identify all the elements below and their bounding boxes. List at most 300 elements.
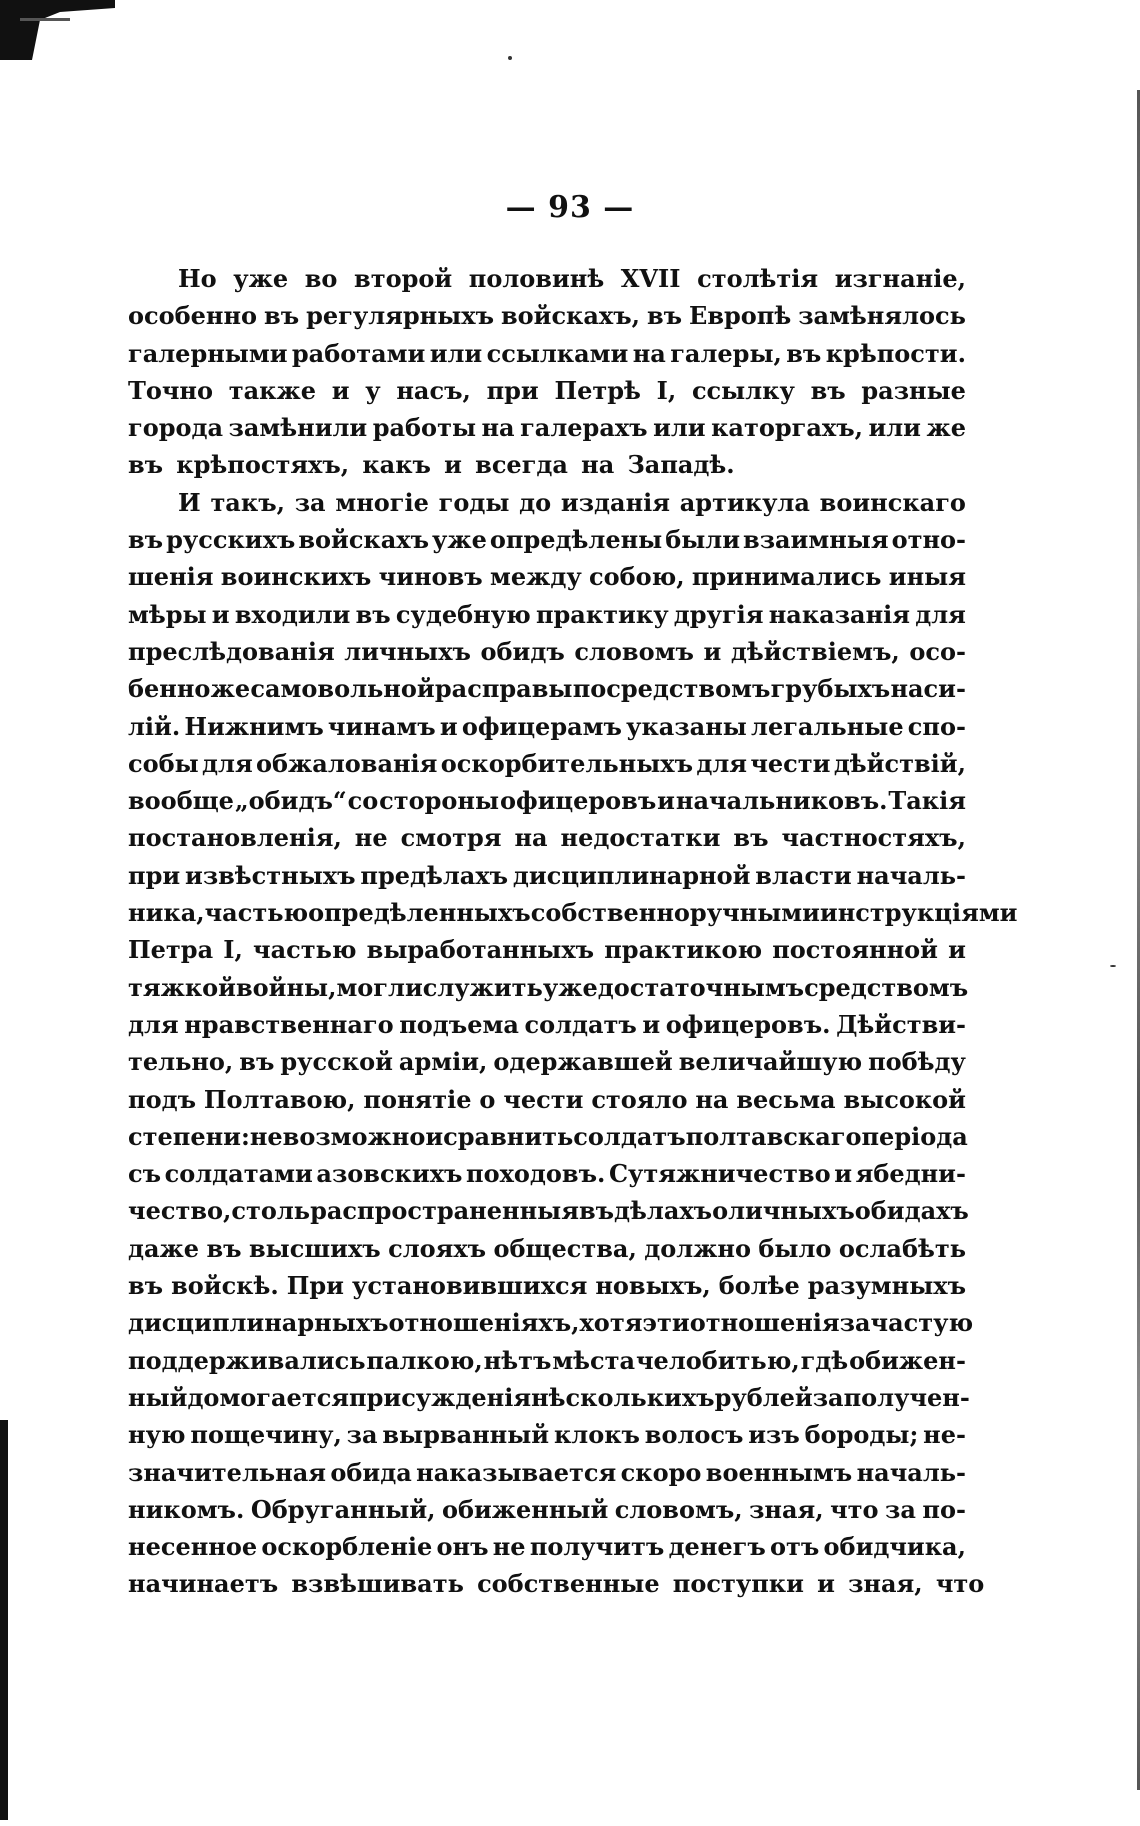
word: высокой bbox=[843, 1084, 966, 1114]
word: смотря bbox=[400, 823, 502, 853]
word: вырванный bbox=[382, 1420, 550, 1450]
word: личныхъ bbox=[728, 1196, 855, 1226]
word: солдатъ bbox=[573, 1121, 686, 1151]
word: чести bbox=[750, 748, 831, 778]
word: домогается bbox=[187, 1382, 350, 1412]
word: тельно, bbox=[128, 1047, 234, 1077]
word: И bbox=[178, 487, 201, 517]
word: при bbox=[128, 860, 181, 890]
word: палкою, bbox=[366, 1345, 483, 1375]
word: на bbox=[695, 1084, 729, 1114]
word: ника, bbox=[128, 898, 205, 928]
word: практикою bbox=[604, 935, 763, 965]
word: и bbox=[211, 599, 230, 629]
word: въ bbox=[128, 450, 164, 480]
word: за bbox=[812, 1382, 844, 1412]
word: собы bbox=[128, 748, 199, 778]
word: уже bbox=[542, 972, 598, 1002]
word: рублей bbox=[714, 1382, 813, 1412]
word: частностяхъ, bbox=[781, 823, 966, 853]
word: походовъ. bbox=[466, 1159, 606, 1189]
word: или bbox=[429, 338, 483, 368]
word: понятіе bbox=[363, 1084, 472, 1114]
word: начальниковъ. bbox=[675, 786, 888, 816]
word: обидчика, bbox=[823, 1532, 966, 1562]
word: полтавскаго bbox=[685, 1121, 862, 1151]
body-text bbox=[128, 260, 1018, 1603]
scan-corner-artifact bbox=[0, 0, 115, 60]
word: Но bbox=[178, 264, 217, 293]
word: нравственнаго bbox=[184, 1009, 394, 1039]
text-line bbox=[128, 1528, 966, 1565]
word: солдатами bbox=[164, 1159, 313, 1189]
text-line bbox=[128, 969, 969, 1006]
word: войскахъ bbox=[298, 525, 430, 555]
word: и bbox=[657, 786, 675, 816]
word: словомъ, bbox=[614, 1494, 743, 1524]
word: общества, bbox=[493, 1233, 637, 1263]
word: чинамъ bbox=[327, 711, 436, 741]
word: Западѣ. bbox=[627, 450, 735, 480]
word: столь bbox=[231, 1196, 311, 1226]
text-line bbox=[128, 931, 966, 968]
word: постоянной bbox=[772, 935, 938, 965]
word: такъ, bbox=[210, 487, 285, 517]
word: наси- bbox=[890, 674, 966, 704]
word: разумныхъ bbox=[807, 1271, 966, 1301]
word: клокъ bbox=[553, 1420, 640, 1450]
word: уже bbox=[432, 525, 487, 555]
text-line bbox=[128, 1267, 966, 1304]
word: распространенныя bbox=[310, 1196, 579, 1226]
word: чиновъ bbox=[378, 562, 483, 592]
word: воинскаго bbox=[819, 487, 966, 517]
word: Обруганный, bbox=[250, 1494, 436, 1524]
word: арміи, bbox=[398, 1047, 488, 1077]
text-line bbox=[128, 1379, 970, 1416]
word: Полтавою, bbox=[203, 1084, 356, 1114]
word: наказывается bbox=[416, 1457, 617, 1487]
text-line bbox=[128, 372, 966, 409]
word: военнымъ bbox=[705, 1457, 853, 1487]
word: изданія bbox=[560, 487, 670, 517]
word: величайшую bbox=[678, 1047, 863, 1077]
word: многіе bbox=[335, 487, 429, 517]
word: эти bbox=[642, 1308, 690, 1338]
word: грубыхъ bbox=[770, 674, 891, 704]
word: ссылками bbox=[486, 338, 629, 368]
word: самовольной bbox=[250, 674, 435, 704]
word: получен- bbox=[843, 1382, 970, 1412]
word: бороды; bbox=[804, 1420, 919, 1450]
word: въ bbox=[786, 338, 822, 368]
text-line bbox=[128, 297, 966, 334]
word: значительная bbox=[128, 1457, 326, 1487]
word: дѣйствіемъ, bbox=[730, 636, 900, 666]
word: работами bbox=[291, 338, 426, 368]
text-line bbox=[128, 446, 966, 483]
word: Европѣ bbox=[689, 301, 792, 331]
word: челобитью, bbox=[635, 1345, 800, 1375]
text-line bbox=[128, 1118, 966, 1155]
word: поддерживались bbox=[128, 1345, 366, 1375]
text-line bbox=[128, 1043, 966, 1080]
word: офицеровъ. bbox=[665, 1009, 831, 1039]
text-line bbox=[128, 894, 1018, 931]
word: войны, bbox=[235, 972, 337, 1002]
word: начинаетъ bbox=[128, 1569, 279, 1599]
word: I, bbox=[656, 375, 677, 405]
word: ный bbox=[128, 1382, 188, 1412]
word: собою, bbox=[589, 562, 685, 592]
word: началь- bbox=[856, 1457, 966, 1487]
word: словомъ bbox=[574, 636, 694, 666]
word: галеры, bbox=[670, 338, 782, 368]
word: сравнить bbox=[443, 1121, 574, 1151]
word: принимались bbox=[691, 562, 882, 592]
word: Петра bbox=[128, 935, 214, 965]
word: Нижнимъ bbox=[184, 711, 324, 741]
word: и bbox=[439, 711, 458, 741]
word: выработанныхъ bbox=[366, 935, 595, 965]
word: въ bbox=[206, 1233, 242, 1263]
word: у bbox=[365, 375, 381, 405]
word: второй bbox=[354, 264, 453, 293]
word: шенія bbox=[128, 562, 214, 592]
word: галерными bbox=[128, 338, 288, 368]
word: личныхъ bbox=[344, 636, 471, 666]
word: Такія bbox=[888, 786, 966, 816]
word: войскѣ. bbox=[171, 1271, 279, 1301]
word: зная, bbox=[848, 1569, 923, 1599]
word: и bbox=[444, 450, 462, 480]
word: годы bbox=[438, 487, 510, 517]
text-line bbox=[128, 1304, 974, 1341]
word: стороны bbox=[379, 786, 500, 816]
text-line bbox=[128, 670, 966, 707]
word: подъема bbox=[399, 1009, 519, 1039]
word: и bbox=[817, 1569, 835, 1599]
word: болѣе bbox=[718, 1271, 800, 1301]
word: нѣсколькихъ bbox=[531, 1382, 715, 1412]
word: или bbox=[653, 413, 706, 443]
word: и bbox=[834, 1159, 853, 1189]
text-line bbox=[128, 1416, 966, 1453]
word: и bbox=[948, 935, 966, 965]
word: насъ, bbox=[396, 375, 471, 405]
word: отъ bbox=[770, 1532, 820, 1562]
word: частью bbox=[253, 935, 357, 965]
word: „обидъ“ bbox=[234, 786, 347, 816]
word: и bbox=[642, 1009, 661, 1039]
word: предѣлахъ bbox=[360, 860, 509, 890]
word: о bbox=[712, 1196, 729, 1226]
word: волосъ bbox=[644, 1420, 744, 1450]
word: взвѣшивать bbox=[291, 1569, 464, 1599]
word: Петрѣ bbox=[554, 375, 641, 405]
word: войскахъ, bbox=[500, 301, 641, 331]
word: невозможно bbox=[249, 1121, 426, 1151]
word: гдѣ bbox=[800, 1345, 849, 1375]
word: опредѣленныхъ bbox=[308, 898, 531, 928]
word: на bbox=[632, 338, 666, 368]
word: степени: bbox=[128, 1121, 250, 1151]
word: дѣйствій, bbox=[833, 748, 966, 778]
word: не- bbox=[923, 1420, 966, 1450]
word: до bbox=[519, 487, 552, 517]
word: половинѣ bbox=[468, 264, 605, 293]
word: несенное bbox=[128, 1532, 258, 1562]
word: Точно bbox=[128, 375, 214, 405]
word: каторгахъ, bbox=[711, 413, 863, 443]
word: о bbox=[479, 1084, 496, 1114]
text-line bbox=[128, 1006, 966, 1043]
text-line bbox=[128, 857, 966, 894]
word: зачастую bbox=[839, 1308, 974, 1338]
word: преслѣдованія bbox=[128, 636, 335, 666]
word: практику bbox=[535, 599, 669, 629]
text-line bbox=[128, 521, 966, 558]
word: власти bbox=[755, 860, 852, 890]
word: же bbox=[210, 674, 251, 704]
word: солдатъ bbox=[524, 1009, 637, 1039]
word: извѣстныхъ bbox=[185, 860, 356, 890]
word: тяжкой bbox=[128, 972, 236, 1002]
text-line bbox=[128, 782, 966, 819]
word: Дѣйстви- bbox=[836, 1009, 966, 1039]
word: также bbox=[228, 375, 316, 405]
word: съ bbox=[128, 1159, 162, 1189]
word: на bbox=[514, 823, 548, 853]
text-line bbox=[128, 1491, 966, 1528]
word: спо- bbox=[907, 711, 966, 741]
word: на bbox=[581, 450, 615, 480]
word: другія bbox=[673, 599, 764, 629]
word: въ bbox=[355, 599, 391, 629]
text-line bbox=[128, 1155, 966, 1192]
word: входили bbox=[234, 599, 351, 629]
word: по- bbox=[922, 1494, 966, 1524]
word: дисциплинарныхъ bbox=[128, 1308, 389, 1338]
text-line bbox=[128, 633, 966, 670]
word: дисциплинарной bbox=[512, 860, 751, 890]
word: регулярныхъ bbox=[306, 301, 494, 331]
word: офицеровъ bbox=[499, 786, 657, 816]
word: были bbox=[665, 525, 741, 555]
word: ную bbox=[128, 1420, 186, 1450]
scan-speck bbox=[1110, 965, 1116, 967]
word: отношенія bbox=[689, 1308, 840, 1338]
word: достаточнымъ bbox=[597, 972, 805, 1002]
word: При bbox=[286, 1271, 344, 1301]
word: всегда bbox=[475, 450, 568, 480]
text-line bbox=[128, 335, 966, 372]
word: постановленія, bbox=[128, 823, 342, 853]
word: что bbox=[830, 1494, 879, 1524]
word: за bbox=[885, 1494, 916, 1524]
word: новыхъ, bbox=[595, 1271, 711, 1301]
page-number: — 93 — bbox=[505, 190, 635, 225]
word: въ bbox=[578, 1196, 615, 1226]
word: особенно bbox=[128, 301, 258, 331]
word: судебную bbox=[395, 599, 531, 629]
word: для bbox=[915, 599, 966, 629]
word: для bbox=[696, 748, 747, 778]
word: слояхъ bbox=[388, 1233, 487, 1263]
word: же bbox=[926, 413, 966, 443]
word: служить bbox=[422, 972, 543, 1002]
word: и bbox=[331, 375, 350, 405]
word: въ bbox=[128, 525, 164, 555]
word: столѣтія bbox=[697, 264, 819, 293]
text-line bbox=[128, 1565, 985, 1602]
word: бенно bbox=[128, 674, 211, 704]
word: установившихся bbox=[351, 1271, 588, 1301]
text-line bbox=[128, 409, 966, 446]
word: и bbox=[425, 1121, 444, 1151]
word: лій. bbox=[128, 711, 181, 741]
word: и bbox=[703, 636, 722, 666]
word: высшихъ bbox=[249, 1233, 381, 1263]
word: крѣпости. bbox=[825, 338, 966, 368]
text-line bbox=[128, 708, 966, 745]
word: въ bbox=[239, 1047, 275, 1077]
word: I, bbox=[223, 935, 243, 965]
word: оскорбительныхъ bbox=[440, 748, 693, 778]
word: расправы bbox=[434, 674, 573, 704]
text-line bbox=[128, 1454, 966, 1491]
word: въ bbox=[733, 823, 769, 853]
word: со bbox=[347, 786, 379, 816]
word: азовскихъ bbox=[316, 1159, 463, 1189]
word: обжалованія bbox=[256, 748, 438, 778]
text-line bbox=[128, 1342, 966, 1379]
text-line bbox=[128, 596, 966, 633]
word: обиженный bbox=[441, 1494, 609, 1524]
word: иныя bbox=[888, 562, 966, 592]
word: недостатки bbox=[560, 823, 721, 853]
word: поступки bbox=[672, 1569, 804, 1599]
word: галерахъ bbox=[520, 413, 648, 443]
word: за bbox=[346, 1420, 378, 1450]
text-line bbox=[128, 819, 966, 856]
text-line bbox=[128, 745, 966, 782]
word: крѣпостяхъ, bbox=[176, 450, 350, 480]
word: русскихъ bbox=[166, 525, 296, 555]
word: ссылку bbox=[691, 375, 795, 405]
word: ябедни- bbox=[855, 1159, 966, 1189]
word: русской bbox=[280, 1047, 393, 1077]
text-line bbox=[128, 484, 966, 521]
word: взаимныя bbox=[743, 525, 889, 555]
word: во bbox=[304, 264, 338, 293]
word: частью bbox=[204, 898, 309, 928]
word: указаны bbox=[626, 711, 747, 741]
word: или bbox=[868, 413, 921, 443]
word: собственные bbox=[477, 1569, 660, 1599]
word: скоро bbox=[620, 1457, 702, 1487]
word: не bbox=[354, 823, 388, 853]
word: въ bbox=[264, 301, 300, 331]
word: посредствомъ bbox=[572, 674, 771, 704]
word: для bbox=[202, 748, 253, 778]
word: между bbox=[489, 562, 582, 592]
word: наказанія bbox=[768, 599, 911, 629]
word: хотя bbox=[579, 1308, 643, 1338]
word: нѣтъ bbox=[483, 1345, 552, 1375]
paragraph bbox=[128, 484, 1018, 1603]
word: мѣры bbox=[128, 599, 207, 629]
word: работы bbox=[372, 413, 476, 443]
word: средствомъ bbox=[804, 972, 969, 1002]
text-line bbox=[128, 1081, 966, 1118]
word: побѣду bbox=[868, 1047, 966, 1077]
word: отношеніяхъ, bbox=[388, 1308, 580, 1338]
word: обидъ bbox=[480, 636, 565, 666]
word: при bbox=[486, 375, 539, 405]
word: офицерамъ bbox=[461, 711, 622, 741]
word: должно bbox=[644, 1233, 751, 1263]
word: Сутяжничество bbox=[608, 1159, 831, 1189]
word: осо- bbox=[909, 636, 966, 666]
word: для bbox=[128, 1009, 179, 1039]
paragraph bbox=[128, 260, 966, 484]
word: обижен- bbox=[849, 1345, 966, 1375]
word: въ bbox=[646, 301, 683, 331]
text-line bbox=[128, 1230, 966, 1267]
word: опредѣлены bbox=[489, 525, 663, 555]
word: пощечину, bbox=[190, 1420, 342, 1450]
word: подъ bbox=[128, 1084, 196, 1114]
word: могли bbox=[336, 972, 423, 1002]
word: мѣста bbox=[552, 1345, 636, 1375]
word: инструкціями bbox=[819, 898, 1018, 928]
word: въ bbox=[128, 1271, 164, 1301]
word: оскорбленіе bbox=[261, 1532, 433, 1562]
word: періода bbox=[861, 1121, 968, 1151]
word: на bbox=[481, 413, 515, 443]
word: одержавшей bbox=[493, 1047, 673, 1077]
word: XVII bbox=[620, 264, 681, 293]
word: отно- bbox=[891, 525, 966, 555]
word: что bbox=[935, 1569, 985, 1599]
word: обидахъ bbox=[854, 1196, 969, 1226]
word: не bbox=[492, 1532, 526, 1562]
scan-speck bbox=[508, 56, 512, 60]
word: чести bbox=[503, 1084, 584, 1114]
word: зная, bbox=[749, 1494, 824, 1524]
word: чество, bbox=[128, 1196, 232, 1226]
word: присужденія bbox=[349, 1382, 532, 1412]
word: денегъ bbox=[668, 1532, 766, 1562]
word: разные bbox=[861, 375, 966, 405]
word: какъ bbox=[362, 450, 431, 480]
word: легальные bbox=[751, 711, 904, 741]
word: весьма bbox=[736, 1084, 836, 1114]
word: вообще bbox=[128, 786, 234, 816]
word: за bbox=[294, 487, 326, 517]
word: даже bbox=[128, 1233, 200, 1263]
text-line bbox=[128, 558, 966, 595]
word: воинскихъ bbox=[220, 562, 372, 592]
word: онъ bbox=[436, 1532, 489, 1562]
word: стояло bbox=[591, 1084, 688, 1114]
word: собственноручными bbox=[530, 898, 820, 928]
word: дѣлахъ bbox=[614, 1196, 713, 1226]
word: изгнаніе, bbox=[834, 264, 966, 293]
word: артикула bbox=[679, 487, 810, 517]
word: замѣнялось bbox=[798, 301, 966, 331]
